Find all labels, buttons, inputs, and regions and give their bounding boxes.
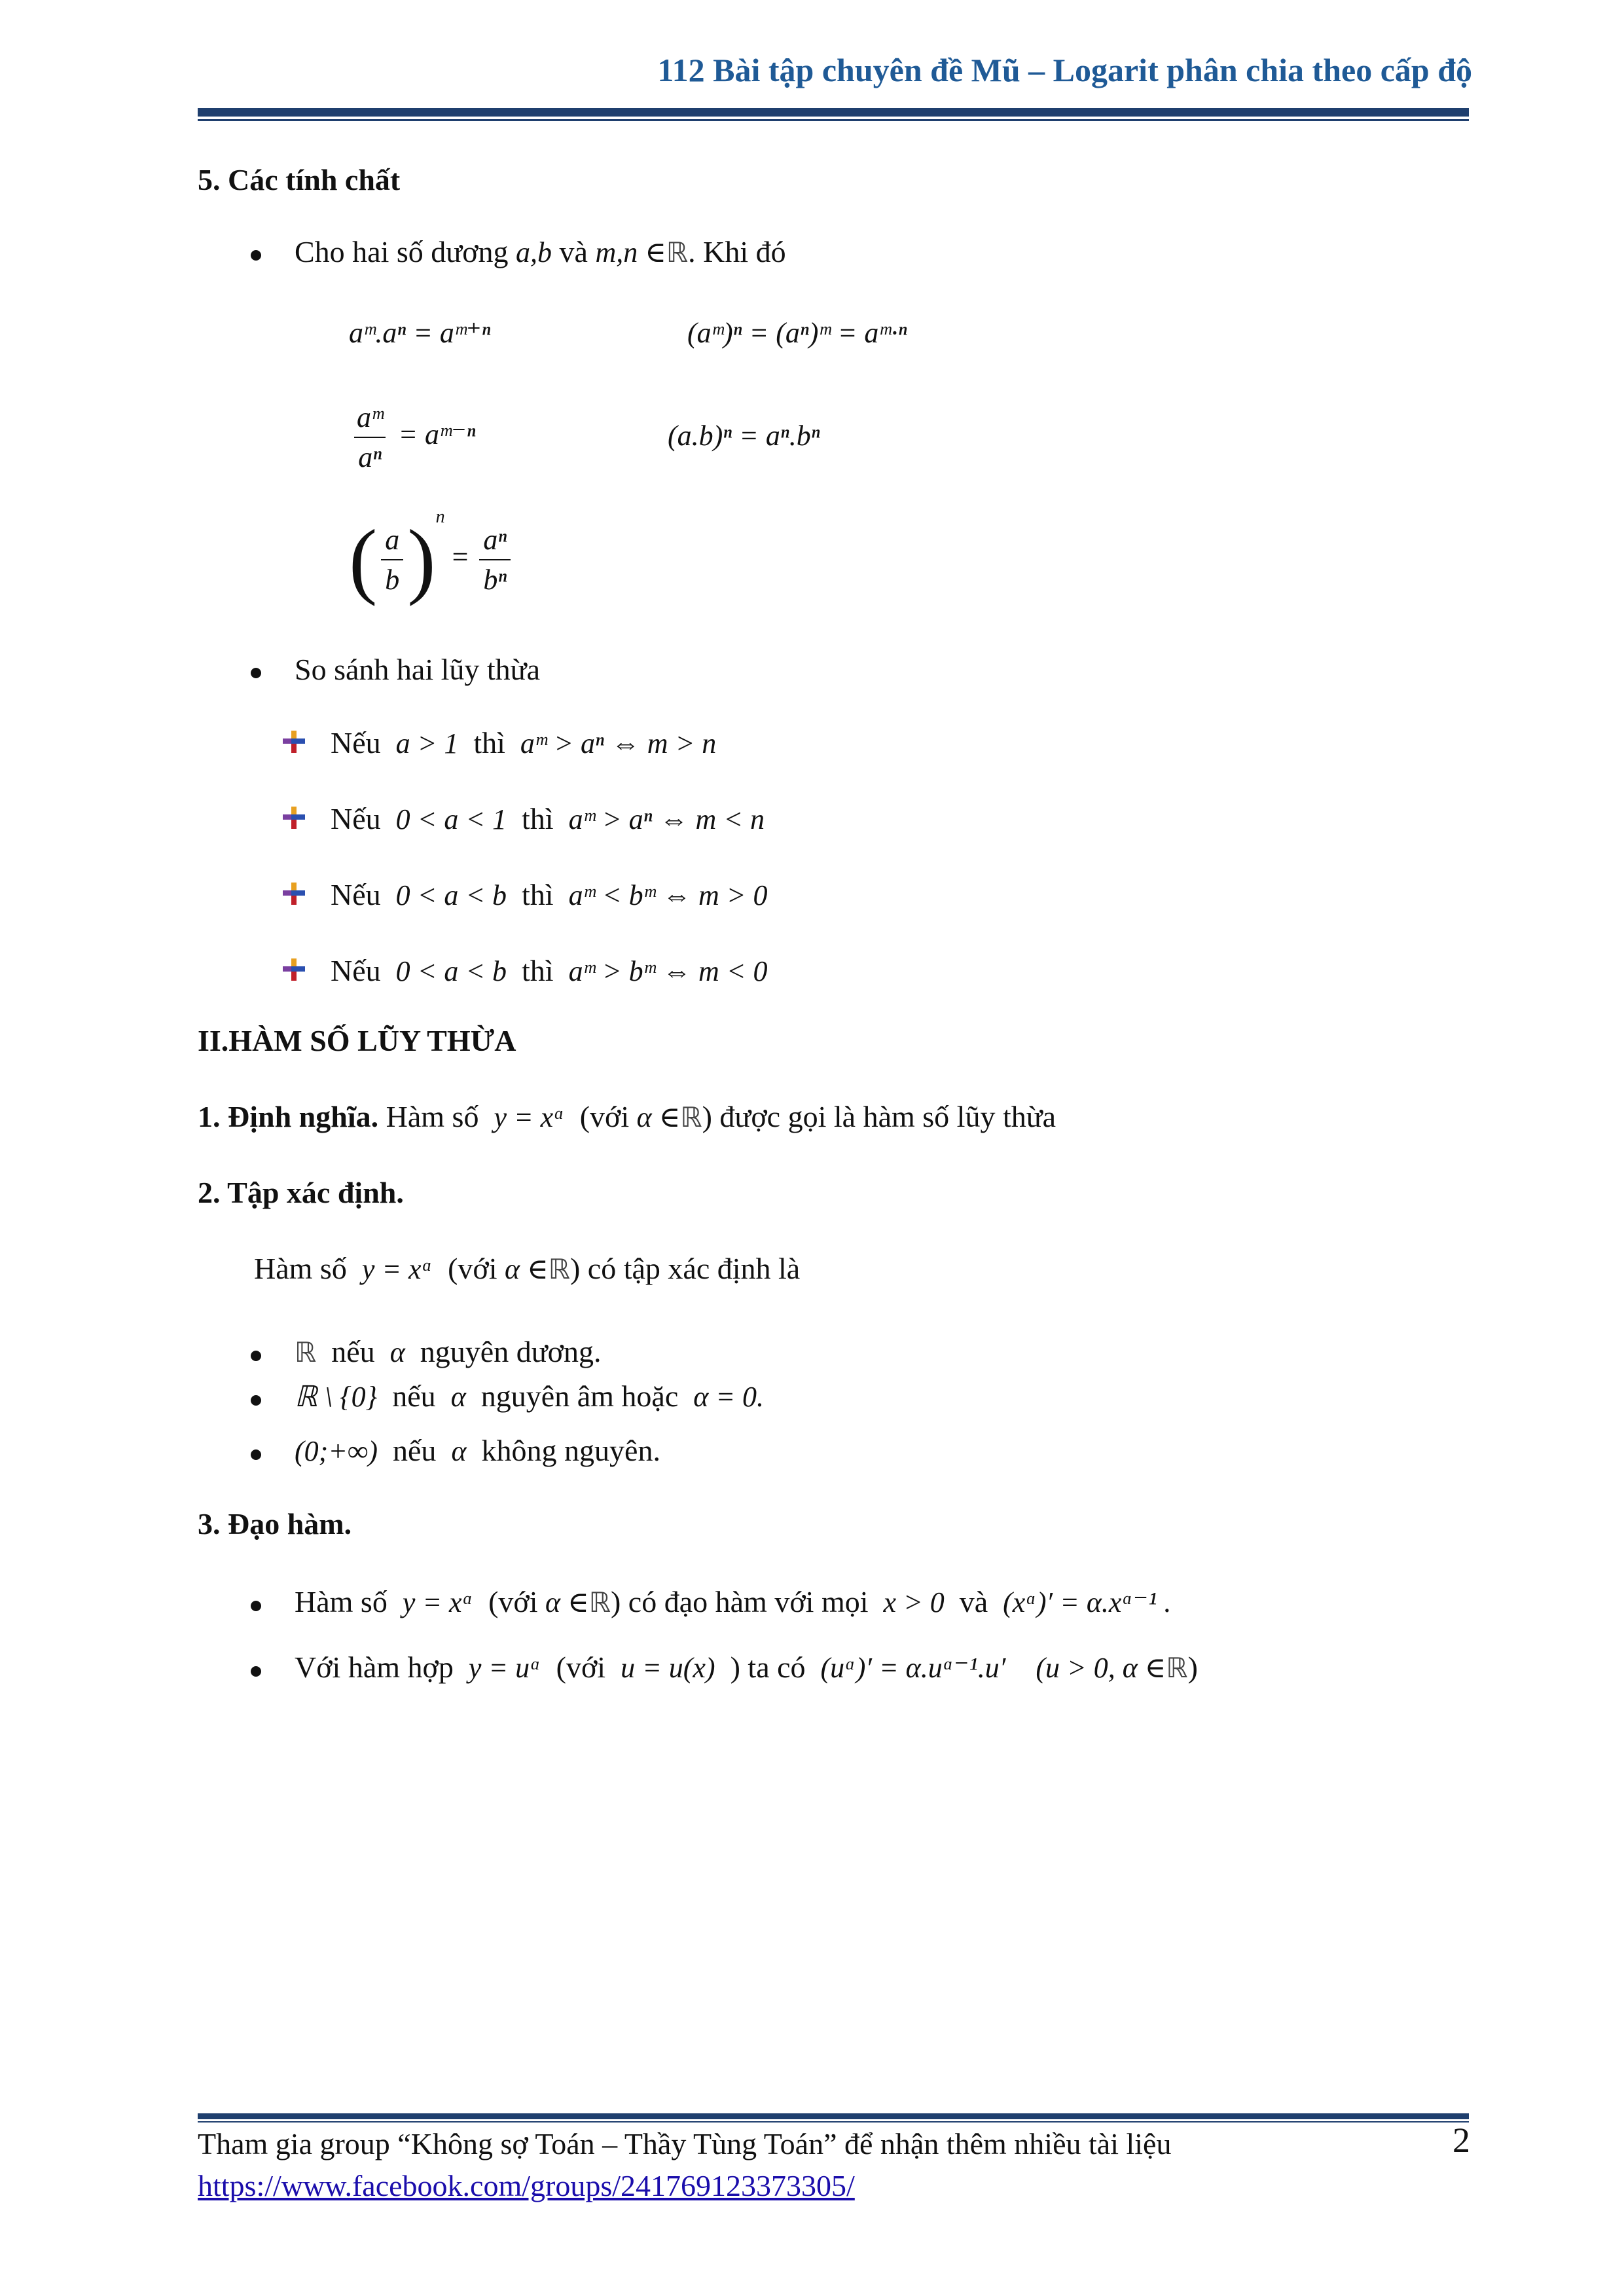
- derivative-heading: 3. Đạo hàm.: [198, 1507, 352, 1540]
- properties-intro: Cho hai số dương a,b và m,n ∈ℝ. Khi đó: [295, 235, 786, 268]
- footer-rule-thin: [198, 2121, 1469, 2123]
- rule-4: Nếu 0 < a < b thì aᵐ > bᵐ ⇔ m < 0: [331, 954, 768, 987]
- page-number: 2: [1453, 2121, 1470, 2160]
- rule-2: Nếu 0 < a < 1 thì aᵐ > aⁿ ⇔ m < n: [331, 802, 765, 835]
- bullet-icon: [251, 1351, 261, 1361]
- bullet-icon: [251, 250, 261, 261]
- bullet-icon: [251, 1449, 261, 1460]
- plus-arrow-icon: [283, 807, 305, 829]
- section-heading-power-function: II.HÀM SỐ LŨY THỪA: [198, 1024, 516, 1057]
- derivative-line-1: Hàm số y = xᵅ (với α ∈ℝ) có đạo hàm với mọi x > 0 và (xᵅ)′ = α.xᵅ⁻¹ .: [295, 1585, 1172, 1618]
- domain-heading: 2. Tập xác định.: [198, 1176, 404, 1209]
- formula-fraction-power: ( $\frac{a}{b}$ )$^n$ = $\frac{\text{aⁿ}}{\text{bⁿ}}$: [349, 517, 514, 602]
- compare-title: So sánh hai lũy thừa: [295, 653, 541, 686]
- formula-power-of-power: (aᵐ)ⁿ = (aⁿ)ᵐ = aᵐ·ⁿ: [687, 317, 907, 349]
- bullet-icon: [251, 668, 261, 678]
- domain-intro: Hàm số y = xᵅ (với α ∈ℝ) có tập xác định là: [254, 1252, 801, 1285]
- plus-arrow-icon: [283, 958, 305, 981]
- domain-item-3: (0;+∞) nếu α không nguyên.: [295, 1434, 660, 1467]
- header-rule-thin: [198, 119, 1469, 121]
- bullet-icon: [251, 1601, 261, 1611]
- bullet-icon: [251, 1395, 261, 1406]
- page-header-title: 112 Bài tập chuyên đề Mũ – Logarit phân chia theo cấp độ: [657, 52, 1472, 88]
- rule-1: Nếu a > 1 thì aᵐ > aⁿ ⇔ m > n: [331, 726, 717, 759]
- formula-quotient: $\frac{\text{aᵐ}}{\text{aⁿ}}$ = aᵐ⁻ⁿ: [349, 401, 475, 474]
- footer-text: Tham gia group “Không sợ Toán – Thầy Tùng Toán” để nhận thêm nhiều tài liệu: [198, 2127, 1172, 2160]
- footer-facebook-link[interactable]: https://www.facebook.com/groups/241769123373305/: [198, 2169, 855, 2202]
- header-rule: [198, 108, 1469, 117]
- section-heading-properties: 5. Các tính chất: [198, 163, 401, 196]
- formula-product: aᵐ.aⁿ = aᵐ⁺ⁿ: [349, 317, 491, 349]
- definition-line: 1. Định nghĩa. Hàm số y = xᵅ (với α ∈ℝ) được gọi là hàm số lũy thừa: [198, 1100, 1056, 1133]
- footer-rule: [198, 2113, 1469, 2119]
- bullet-icon: [251, 1666, 261, 1677]
- domain-item-1: ℝ nếu α nguyên dương.: [295, 1335, 602, 1368]
- plus-arrow-icon: [283, 731, 305, 753]
- domain-item-2: ℝ \ {0} nếu α nguyên âm hoặc α = 0.: [295, 1379, 765, 1413]
- formula-product-power: (a.b)ⁿ = aⁿ.bⁿ: [668, 420, 820, 452]
- rule-3: Nếu 0 < a < b thì aᵐ < bᵐ ⇔ m > 0: [331, 878, 768, 911]
- plus-arrow-icon: [283, 883, 305, 905]
- derivative-line-2: Với hàm hợp y = uᵅ (với u = u(x) ) ta có (uᵅ)′ = α.uᵅ⁻¹.u′ (u > 0, α ∈ℝ): [295, 1650, 1198, 1684]
